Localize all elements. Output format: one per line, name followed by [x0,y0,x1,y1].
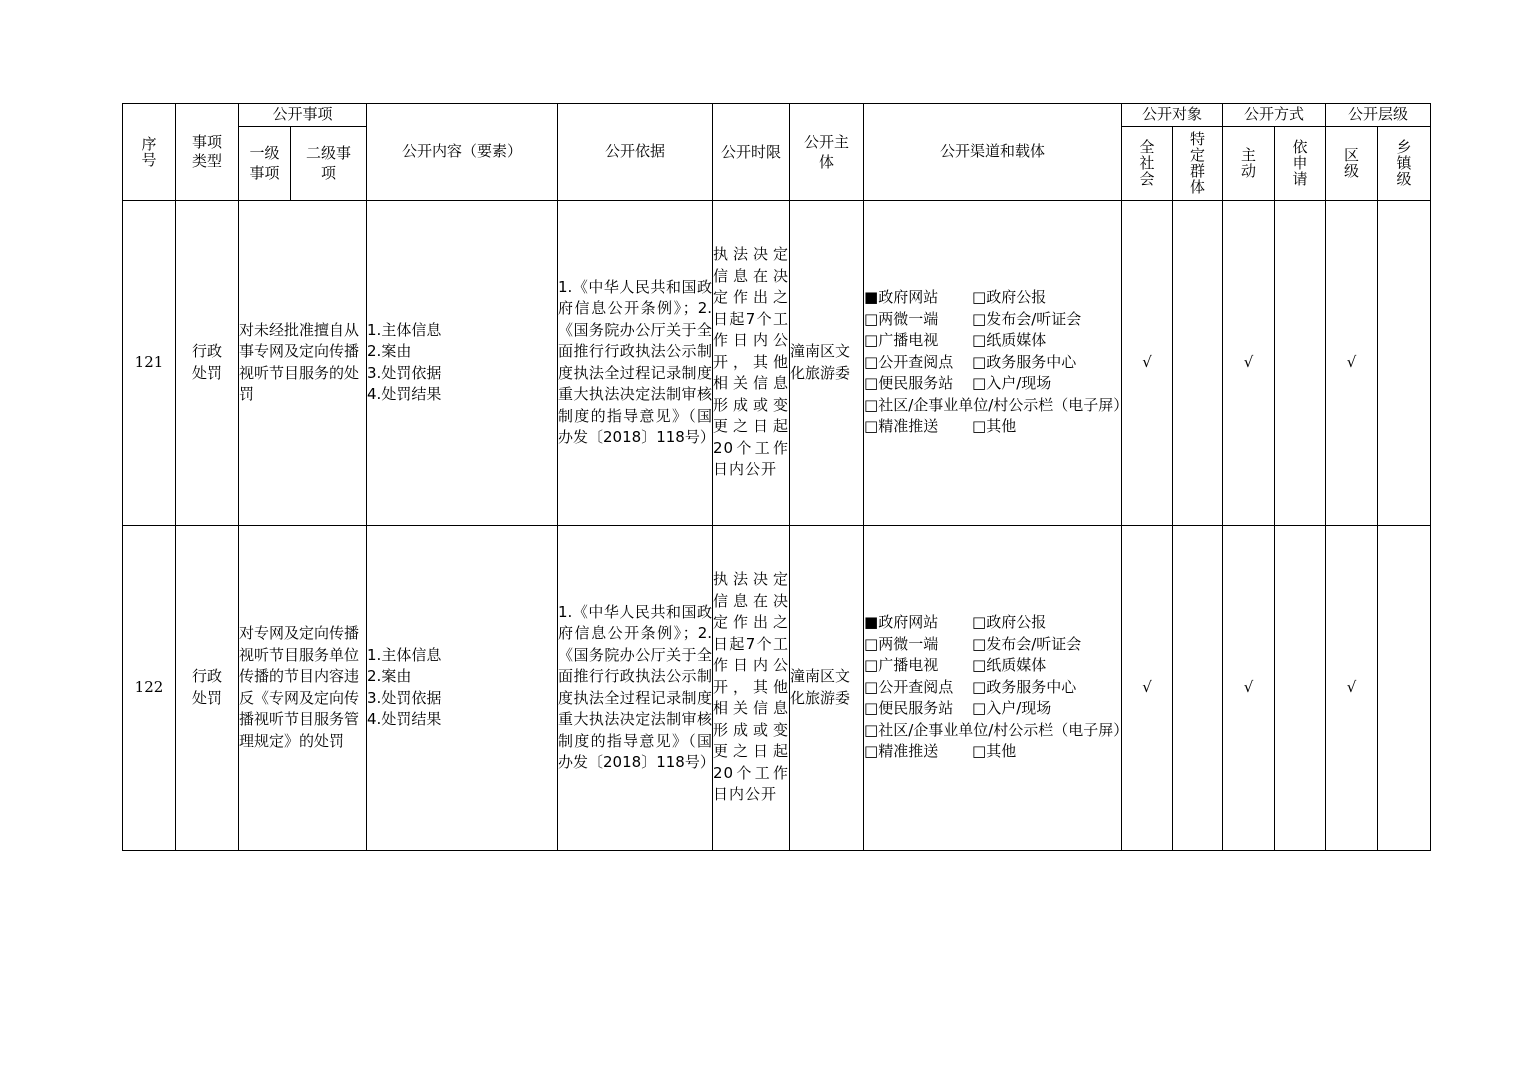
header-subject: 公开主体 [790,104,864,201]
channel-option: □广播电视 [864,656,939,675]
channel-option: ■政府网站 [864,613,939,632]
row-subject: 潼南区文化旅游委 [790,525,864,850]
channel-option: □便民服务站 [864,699,954,718]
channel-option: □精准推送 [864,742,939,761]
header-content: 公开内容（要素） [367,104,558,201]
table-row [123,200,1431,525]
method-request-mark [1275,200,1326,525]
channel-option: □入户/现场 [972,699,1052,718]
content-line: 2.案由 [367,667,412,685]
row-type: 行政处罚 [176,525,239,850]
row-basis: 1.《中华人民共和国政府信息公开条例》；2.《国务院办公厅关于全面推行行政执法公示制度执法全过程记录制度重大执法决定法制审核制度的指导意见》（国办发〔2018〕118号） [558,200,713,525]
row-type: 行政处罚 [176,200,239,525]
channel-option: □纸质媒体 [972,656,1047,675]
header-type: 事项类型 [176,104,239,201]
header-target-all: 全社会 [1122,126,1173,200]
channel-option: □两微一端 [864,309,939,328]
row-time-limit: 执法决定信息在决定作出之日起7个工作日内公开，其他相关信息形成或变更之日起20个工作日内公开 [713,200,790,525]
channel-option: □社区/企事业单位/村公示栏（电子屏） [864,395,1129,414]
header-level2: 二级事项 [291,126,367,200]
header-level: 公开层级 [1326,104,1431,127]
content-line: 4.处罚结果 [367,385,442,403]
channel-option: □政务服务中心 [972,352,1077,371]
content-line: 3.处罚依据 [367,688,442,707]
channel-option: □便民服务站 [864,374,954,393]
channel-option: □公开查阅点 [864,352,954,371]
table-header [123,104,1431,201]
method-active-mark: √ [1223,525,1275,850]
header-level1: 一级事项 [239,126,291,200]
row-content [367,200,558,525]
channel-option: □发布会/听证会 [972,634,1082,653]
target-all-mark: √ [1122,525,1173,850]
row-channels [864,200,1129,525]
channel-option: □两微一端 [864,634,939,653]
header-method-request: 依申请 [1275,126,1326,200]
target-group-mark [1173,525,1223,850]
level-district-mark: √ [1326,200,1378,525]
header-items: 公开事项 [239,104,367,127]
content-line: 2.案由 [367,342,412,360]
header-method-active: 主动 [1223,126,1275,200]
row-level1-item: 对未经批准擅自从事专网及定向传播视听节目服务的处罚 [239,200,367,525]
row-channels [864,525,1129,850]
channel-option: □其他 [972,742,1017,761]
method-active-mark: √ [1223,200,1275,525]
channel-option: □精准推送 [864,417,939,436]
row-content [367,525,558,850]
target-all-mark: √ [1122,200,1173,525]
row-level1-item: 对专网及定向传播视听节目服务单位传播的节目内容违反《专网及定向传播视听节目服务管理规定》的处罚 [239,525,367,850]
table-row [123,525,1431,850]
header-target-group: 特定群体 [1173,126,1223,200]
channel-option: □发布会/听证会 [972,309,1082,328]
channel-option: □政府公报 [972,613,1047,632]
content-line: 4.处罚结果 [367,710,442,728]
channel-option: ■政府网站 [864,288,939,307]
level-town-mark [1378,525,1431,850]
channel-option: □其他 [972,417,1017,436]
header-time: 公开时限 [713,104,790,201]
channel-option: □政务服务中心 [972,677,1077,696]
disclosure-table [122,103,1431,851]
channel-option: □纸质媒体 [972,331,1047,350]
header-level-town: 乡镇级 [1378,126,1431,200]
row-seq: 122 [123,525,176,850]
channel-option: □公开查阅点 [864,677,954,696]
row-basis: 1.《中华人民共和国政府信息公开条例》；2.《国务院办公厅关于全面推行行政执法公示制度执法全过程记录制度重大执法决定法制审核制度的指导意见》（国办发〔2018〕118号） [558,525,713,850]
content-line: 3.处罚依据 [367,363,442,382]
method-request-mark [1275,525,1326,850]
header-method: 公开方式 [1223,104,1326,127]
header-channels: 公开渠道和载体 [864,104,1122,201]
channel-option: □社区/企事业单位/村公示栏（电子屏） [864,720,1129,739]
row-subject: 潼南区文化旅游委 [790,200,864,525]
header-seq: 序号 [123,104,176,201]
header-target: 公开对象 [1122,104,1223,127]
row-time-limit: 执法决定信息在决定作出之日起7个工作日内公开，其他相关信息形成或变更之日起20个工作日内公开 [713,525,790,850]
header-level-district: 区级 [1326,126,1378,200]
channel-option: □广播电视 [864,331,939,350]
level-district-mark: √ [1326,525,1378,850]
content-line: 1.主体信息 [367,320,442,339]
content-line: 1.主体信息 [367,645,442,664]
target-group-mark [1173,200,1223,525]
header-basis: 公开依据 [558,104,713,201]
level-town-mark [1378,200,1431,525]
channel-option: □入户/现场 [972,374,1052,393]
row-seq: 121 [123,200,176,525]
channel-option: □政府公报 [972,288,1047,307]
